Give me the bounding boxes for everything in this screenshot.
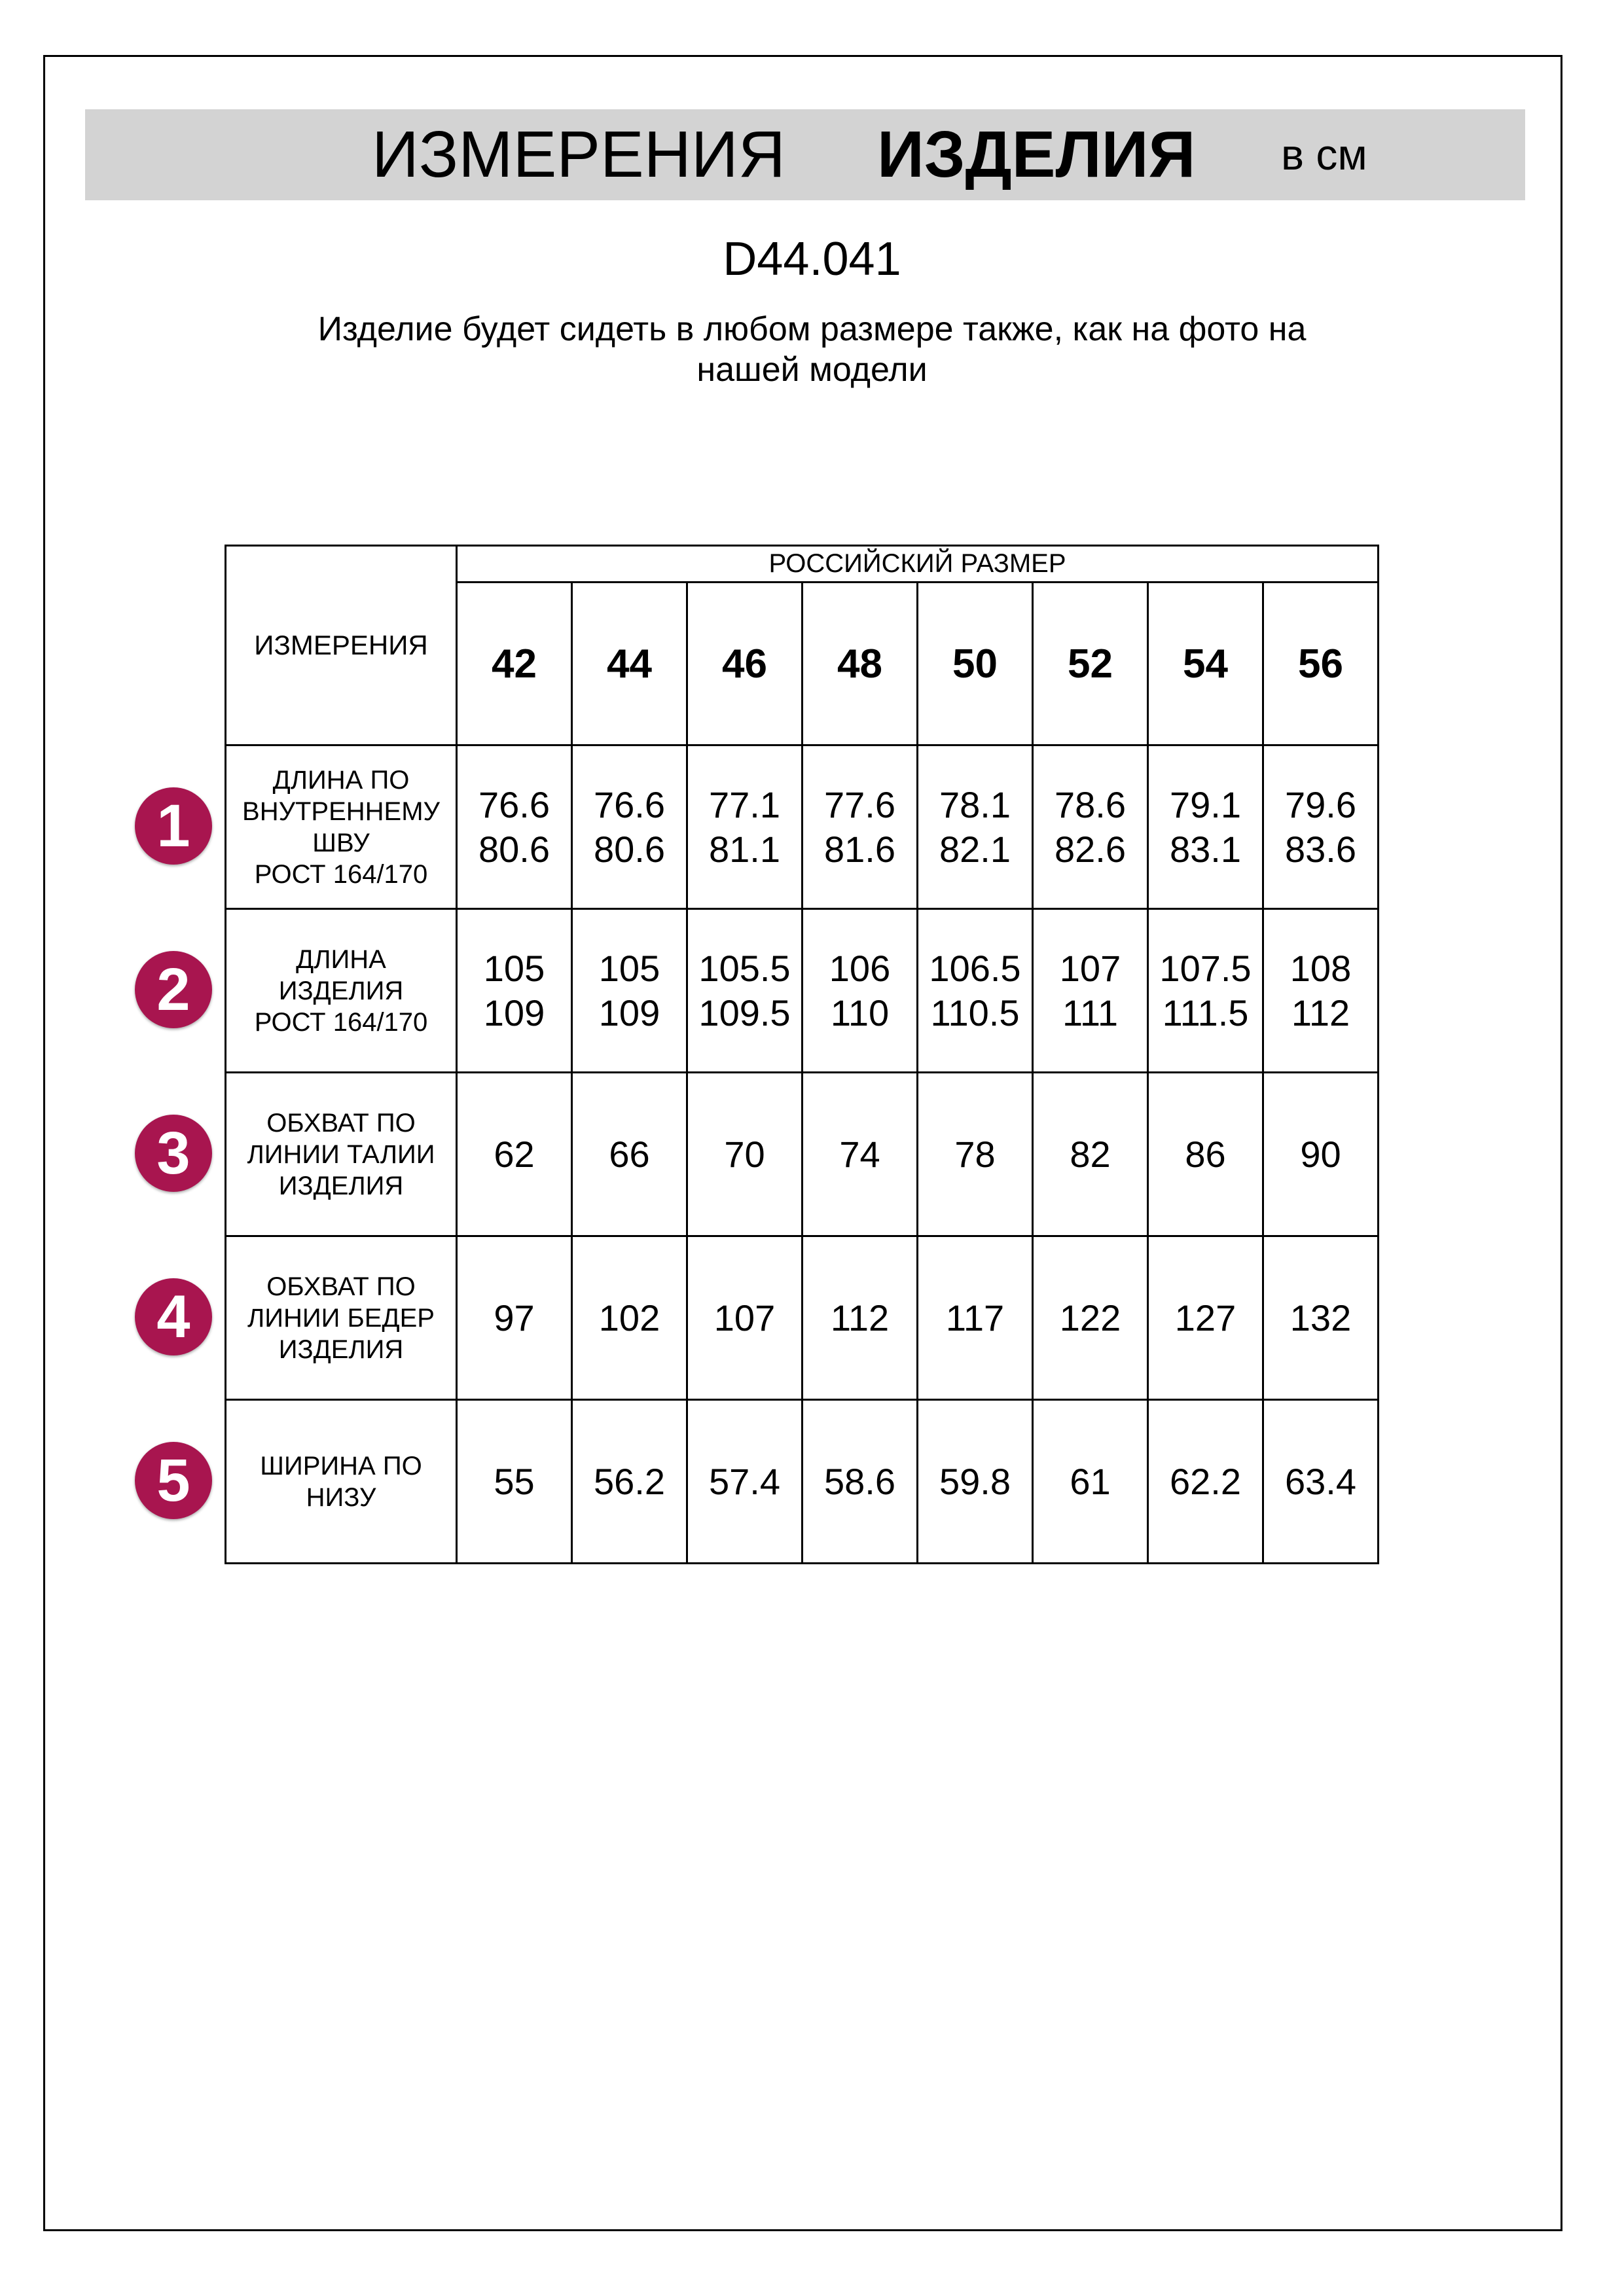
value-text: 76.6 bbox=[594, 783, 665, 825]
measurement-row bbox=[226, 1073, 1379, 1236]
value-text: 76.6 bbox=[478, 783, 550, 825]
value-text: 79.6 bbox=[1285, 783, 1356, 825]
value-text: 107 bbox=[1059, 947, 1121, 989]
value-cell bbox=[1148, 1400, 1263, 1564]
value-cell bbox=[457, 1073, 572, 1236]
value-text: 105 bbox=[483, 947, 545, 989]
measurement-label-line: РОСТ 164/170 bbox=[254, 859, 428, 889]
value-text: 70 bbox=[724, 1133, 765, 1175]
measurements-header: ИЗМЕРЕНИЯ bbox=[226, 546, 457, 745]
value-cell bbox=[918, 1073, 1033, 1236]
fit-note-line: Изделие будет сидеть в любом размере также, как на фото на bbox=[317, 310, 1307, 348]
value-text: 97 bbox=[494, 1297, 535, 1338]
value-text: 82 bbox=[1070, 1133, 1111, 1175]
measurement-label-line: ЛИНИИ БЕДЕР bbox=[247, 1303, 435, 1333]
value-cell bbox=[687, 909, 803, 1073]
value-text: 78 bbox=[954, 1133, 996, 1175]
measurement-row bbox=[226, 1236, 1379, 1400]
value-text: 62.2 bbox=[1170, 1460, 1241, 1502]
measurement-label bbox=[226, 745, 457, 909]
title-part-product: ИЗДЕЛИЯ bbox=[877, 118, 1196, 191]
size-header-cell: 44 bbox=[572, 583, 687, 745]
measurement-row bbox=[226, 909, 1379, 1073]
value-cell bbox=[918, 1236, 1033, 1400]
value-cell bbox=[1263, 1073, 1379, 1236]
fit-note bbox=[0, 309, 1624, 390]
value-text: 122 bbox=[1059, 1297, 1121, 1338]
value-text: 77.1 bbox=[709, 783, 780, 825]
size-header-cell: 50 bbox=[918, 583, 1033, 745]
title-part-measurements: ИЗМЕРЕНИЯ bbox=[372, 118, 785, 191]
value-cell bbox=[1148, 909, 1263, 1073]
value-text: 111 bbox=[1062, 992, 1119, 1033]
value-text: 74 bbox=[839, 1133, 880, 1175]
value-text: 108 bbox=[1290, 947, 1352, 989]
value-text: 127 bbox=[1174, 1297, 1236, 1338]
measurement-label-line: ИЗДЕЛИЯ bbox=[278, 1335, 404, 1364]
value-cell bbox=[572, 1400, 687, 1564]
value-text: 110.5 bbox=[930, 992, 1020, 1033]
size-header-cell: 52 bbox=[1033, 583, 1148, 745]
value-cell bbox=[572, 1073, 687, 1236]
measurement-label-line: ДЛИНА bbox=[296, 944, 386, 974]
value-cell bbox=[803, 745, 918, 909]
value-cell bbox=[1148, 1236, 1263, 1400]
row-number-badge: 5 bbox=[135, 1442, 212, 1519]
value-text: 107 bbox=[713, 1297, 776, 1338]
value-text: 56.2 bbox=[594, 1460, 665, 1502]
value-text: 105.5 bbox=[698, 947, 791, 989]
row-number-badge: 2 bbox=[135, 951, 212, 1028]
fit-note-line: нашей модели bbox=[696, 351, 928, 389]
value-cell bbox=[1148, 1073, 1263, 1236]
russian-size-header: РОССИЙСКИЙ РАЗМЕР bbox=[457, 546, 1379, 583]
value-text: 83.6 bbox=[1285, 828, 1356, 870]
measurement-label-line: ОБХВАТ ПО bbox=[266, 1108, 416, 1138]
size-header-cell: 54 bbox=[1148, 583, 1263, 745]
article-number: D44.041 bbox=[723, 233, 901, 285]
value-text: 112 bbox=[1291, 992, 1350, 1033]
value-text: 117 bbox=[945, 1297, 1005, 1338]
value-text: 78.1 bbox=[939, 783, 1011, 825]
value-text: 109.5 bbox=[698, 992, 791, 1033]
value-cell bbox=[803, 1400, 918, 1564]
value-cell bbox=[1033, 1073, 1148, 1236]
size-header-cell: 56 bbox=[1263, 583, 1379, 745]
measurement-label-line: ШИРИНА ПО bbox=[260, 1451, 422, 1480]
value-text: 59.8 bbox=[939, 1460, 1011, 1502]
measurement-label-line: ИЗДЕЛИЯ bbox=[278, 976, 404, 1005]
value-text: 80.6 bbox=[594, 828, 665, 870]
value-text: 112 bbox=[830, 1297, 890, 1338]
value-cell bbox=[457, 909, 572, 1073]
size-header-cell: 46 bbox=[687, 583, 803, 745]
value-cell bbox=[803, 909, 918, 1073]
value-text: 63.4 bbox=[1285, 1460, 1356, 1502]
value-text: 132 bbox=[1290, 1297, 1352, 1338]
value-cell bbox=[457, 745, 572, 909]
size-table bbox=[225, 545, 1379, 1564]
title-banner bbox=[85, 109, 1525, 200]
value-text: 81.6 bbox=[824, 828, 895, 870]
value-text: 109 bbox=[598, 992, 660, 1033]
value-cell bbox=[1263, 1236, 1379, 1400]
measurement-label bbox=[226, 1400, 457, 1564]
measurement-label-line: ШВУ bbox=[312, 828, 370, 857]
value-text: 57.4 bbox=[709, 1460, 780, 1502]
value-cell bbox=[687, 1236, 803, 1400]
value-text: 61 bbox=[1070, 1460, 1111, 1502]
value-text: 107.5 bbox=[1159, 947, 1252, 989]
value-cell bbox=[1033, 1236, 1148, 1400]
size-header-cell: 42 bbox=[457, 583, 572, 745]
value-cell bbox=[1263, 1400, 1379, 1564]
value-text: 83.1 bbox=[1170, 828, 1241, 870]
value-text: 58.6 bbox=[824, 1460, 895, 1502]
measurement-label bbox=[226, 909, 457, 1073]
value-text: 105 bbox=[598, 947, 660, 989]
value-text: 78.6 bbox=[1055, 783, 1126, 825]
measurement-label-line: ДЛИНА ПО bbox=[272, 765, 410, 795]
value-text: 109 bbox=[483, 992, 545, 1033]
value-cell bbox=[572, 745, 687, 909]
value-text: 86 bbox=[1185, 1133, 1226, 1175]
measurement-label bbox=[226, 1073, 457, 1236]
row-number-badge: 3 bbox=[135, 1115, 212, 1192]
value-cell bbox=[803, 1073, 918, 1236]
title-unit: в см bbox=[1281, 130, 1367, 179]
value-cell bbox=[572, 1236, 687, 1400]
row-number-badge: 4 bbox=[135, 1278, 212, 1355]
value-text: 90 bbox=[1300, 1133, 1341, 1175]
value-text: 82.6 bbox=[1055, 828, 1126, 870]
value-text: 82.1 bbox=[939, 828, 1011, 870]
value-cell bbox=[1263, 909, 1379, 1073]
value-cell bbox=[1033, 1400, 1148, 1564]
value-text: 102 bbox=[598, 1297, 660, 1338]
value-cell bbox=[687, 1400, 803, 1564]
size-header-cell: 48 bbox=[803, 583, 918, 745]
value-cell bbox=[687, 1073, 803, 1236]
value-text: 106 bbox=[829, 947, 891, 989]
measurement-label-line: РОСТ 164/170 bbox=[254, 1007, 428, 1037]
measurement-row bbox=[226, 1400, 1379, 1564]
measurement-label-line: ОБХВАТ ПО bbox=[266, 1272, 416, 1301]
value-cell bbox=[1263, 745, 1379, 909]
value-cell bbox=[1148, 745, 1263, 909]
measurement-label bbox=[226, 1236, 457, 1400]
value-cell bbox=[1033, 909, 1148, 1073]
measurement-row bbox=[226, 745, 1379, 909]
measurement-label-line: ЛИНИИ ТАЛИИ bbox=[247, 1139, 435, 1169]
measurement-label-line: ИЗДЕЛИЯ bbox=[278, 1171, 404, 1200]
row-number-badge: 1 bbox=[135, 787, 212, 865]
value-text: 80.6 bbox=[478, 828, 550, 870]
value-text: 81.1 bbox=[709, 828, 780, 870]
measurement-label-line: НИЗУ bbox=[306, 1482, 376, 1512]
value-cell bbox=[918, 1400, 1033, 1564]
value-cell bbox=[457, 1400, 572, 1564]
value-text: 111.5 bbox=[1162, 992, 1249, 1033]
value-text: 66 bbox=[609, 1133, 650, 1175]
value-text: 106.5 bbox=[929, 947, 1021, 989]
value-text: 77.6 bbox=[824, 783, 895, 825]
value-cell bbox=[918, 745, 1033, 909]
value-cell bbox=[803, 1236, 918, 1400]
value-text: 110 bbox=[830, 992, 890, 1033]
value-text: 79.1 bbox=[1170, 783, 1241, 825]
measurement-label-line: ВНУТРЕННЕМУ bbox=[242, 797, 440, 826]
value-text: 55 bbox=[494, 1460, 535, 1502]
value-text: 62 bbox=[494, 1133, 535, 1175]
value-cell bbox=[457, 1236, 572, 1400]
value-cell bbox=[1033, 745, 1148, 909]
value-cell bbox=[572, 909, 687, 1073]
value-cell bbox=[687, 745, 803, 909]
value-cell bbox=[918, 909, 1033, 1073]
